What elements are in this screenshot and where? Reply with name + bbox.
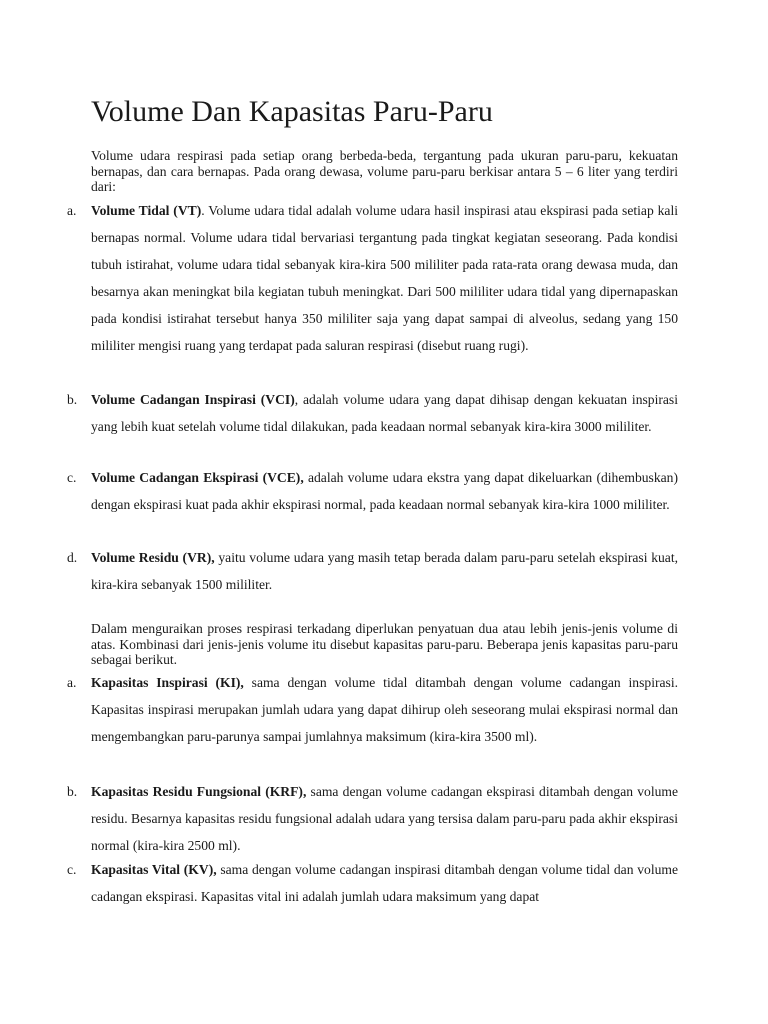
term-description: , adalah volume udara yang dapat dihisap dengan kekuatan inspirasi yang lebih kuat setelah volume tidal dilakukan, pada keadaan normal sebanyak kira-kira 3000 mililiter. [91,392,678,434]
page-title: Volume Dan Kapasitas Paru-Paru [91,95,493,128]
term-label: Kapasitas Vital (KV), [91,862,217,877]
intro-paragraph-volumes: Volume udara respirasi pada setiap orang berbeda-beda, tergantung pada ukuran paru-paru, kekuatan bernapas, dan cara bernapas. Pada orang dewasa, volume paru-paru berkisar antara 5 – 6 liter yang terdiri dari: [91,148,678,194]
list-item-body [91,778,678,859]
list-item-body [91,464,678,518]
term-label: Volume Tidal (VT) [91,203,202,218]
list-marker: c. [67,470,77,485]
term-label: Volume Cadangan Inspirasi (VCI) [91,392,295,407]
list-marker: b. [67,392,78,407]
list-item-body [91,544,678,598]
term-description: yaitu volume udara yang masih tetap berada dalam paru-paru setelah ekspirasi kuat, kira-kira sebanyak 1500 mililiter. [91,550,679,592]
term-description: sama dengan volume cadangan ekspirasi ditambah dengan volume residu. Besarnya kapasitas residu fungsional adalah udara yang tersisa dalam paru-paru pada akhir ekspirasi normal (kira-kira 2500 ml). [91,784,679,853]
list-marker: d. [67,550,78,565]
list-marker: a. [67,675,77,690]
list-marker: c. [67,862,77,877]
list-marker: b. [67,784,78,799]
list-item-body [91,856,678,910]
list-item-body [91,197,678,359]
term-label: Volume Cadangan Ekspirasi (VCE), [91,470,304,485]
term-description: adalah volume udara ekstra yang dapat dikeluarkan (dihembuskan) dengan ekspirasi kuat pada akhir ekspirasi normal, pada keadaan normal sebanyak kira-kira 1000 mililiter. [91,470,678,512]
list-item-body [91,669,678,750]
term-description: . Volume udara tidal adalah volume udara hasil inspirasi atau ekspirasi pada setiap kali bernapas normal. Volume udara tidal bervariasi tergantung pada tingkat kegiatan seseorang. Pada kondisi tubuh istirahat, volume udara tidal sebanyak kira-kira 500 mililiter pada rata-rata orang dewasa muda, dan besarnya akan meningkat bila kegiatan tubuh meningkat. Dari 500 mililiter udara tidal yang dipernapaskan pada kondisi istirahat tersebut hanya 350 mililiter saja yang dapat sampai di alveolus, sedang yang 150 mililiter mengisi ruang yang terdapat pada saluran respirasi (disebut ruang rugi). [91,203,678,353]
list-item-body [91,386,678,440]
term-description: sama dengan volume cadangan inspirasi ditambah dengan volume tidal dan volume cadangan ekspirasi. Kapasitas vital ini adalah jumlah udara maksimum yang dapat [91,862,678,904]
term-description: sama dengan volume tidal ditambah dengan volume cadangan inspirasi. Kapasitas inspirasi merupakan jumlah udara yang dapat dihirup oleh seseorang mulai ekspirasi normal dan mengembangkan paru-parunya sampai jumlahnya maksimum (kira-kira 3500 ml). [91,675,678,744]
term-label: Volume Residu (VR), [91,550,215,565]
intro-paragraph-capacities: Dalam menguraikan proses respirasi terkadang diperlukan penyatuan dua atau lebih jenis-jenis volume di atas. Kombinasi dari jenis-jenis volume itu disebut kapasitas paru-paru. Beberapa jenis kapasitas paru-paru sebagai berikut. [91,621,678,667]
term-label: Kapasitas Inspirasi (KI), [91,675,244,690]
list-marker: a. [67,203,77,218]
term-label: Kapasitas Residu Fungsional (KRF), [91,784,307,799]
